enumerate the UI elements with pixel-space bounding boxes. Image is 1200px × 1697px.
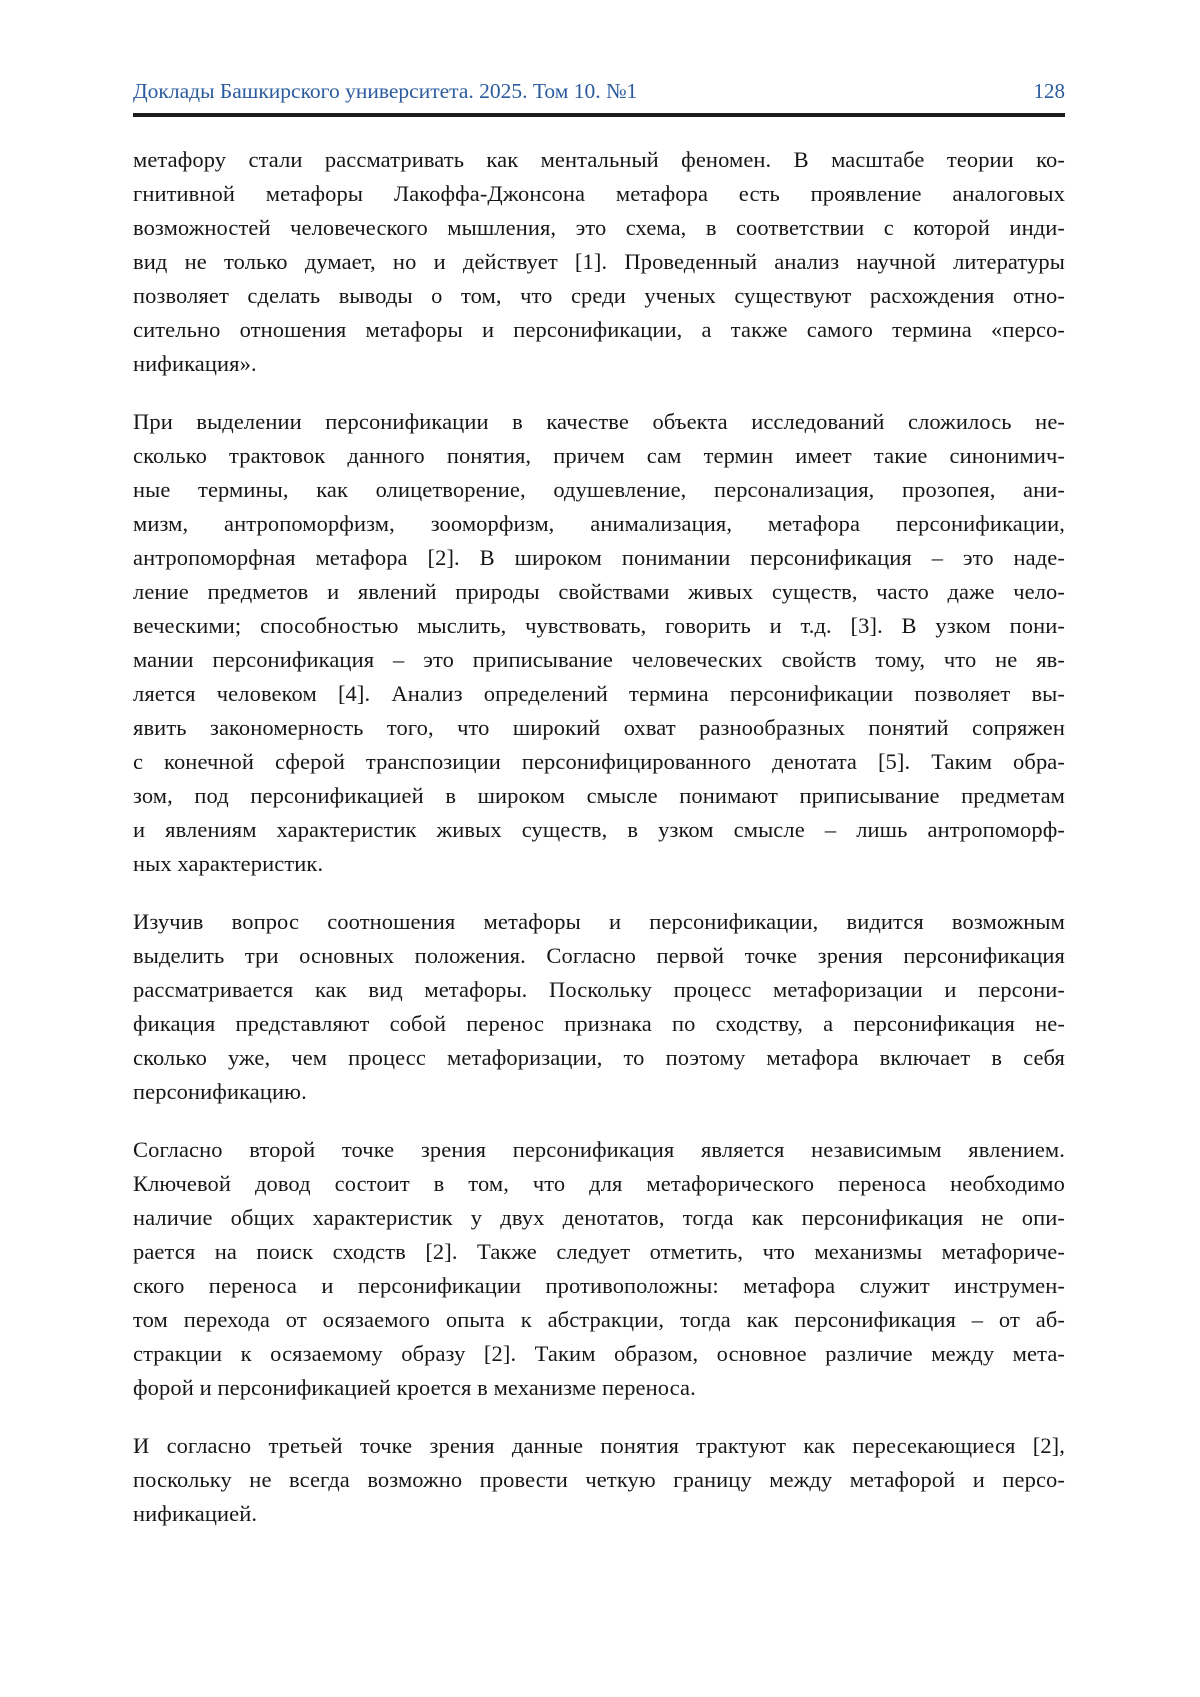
text-line: ные термины, как олицетворение, одушевление, персонализация, прозопея, ани- (133, 477, 1065, 502)
page-number: 128 (1033, 79, 1065, 103)
text-line: вид не только думает, но и действует [1]. Проведенный анализ научной литературы (133, 249, 1065, 274)
text-line: нификация». (133, 351, 257, 376)
text-line: зом, под персонификацией в широком смысле понимают приписывание предметам (133, 783, 1065, 808)
text-line: гнитивной метафоры Лакоффа-Джонсона метафора есть проявление аналоговых (133, 181, 1065, 206)
article-body (133, 143, 1065, 1531)
text-line: веческими; способностью мыслить, чувствовать, говорить и т.д. [3]. В узком пони- (133, 613, 1065, 638)
text-line: рассматривается как вид метафоры. Поскольку процесс метафоризации и персони- (133, 977, 1065, 1002)
text-line: ляется человеком [4]. Анализ определений термина персонификации позволяет вы- (133, 681, 1065, 706)
text-line: позволяет сделать выводы о том, что среди ученых существуют расхождения отно- (133, 283, 1065, 308)
text-line: метафору стали рассматривать как ментальный феномен. В масштабе теории ко- (133, 147, 1065, 172)
text-line: ского переноса и персонификации противоположны: метафора служит инструмен- (133, 1273, 1065, 1298)
text-line: явить закономерность того, что широкий охват разнообразных понятий сопряжен (133, 715, 1065, 740)
text-line: мании персонификация – это приписывание человеческих свойств тому, что не яв- (133, 647, 1065, 672)
text-line: Ключевой довод состоит в том, что для метафорического переноса необходимо (133, 1171, 1065, 1196)
text-line: Согласно второй точке зрения персонификация является независимым явлением. (133, 1137, 1065, 1162)
text-line: ление предметов и явлений природы свойствами живых существ, часто даже чело- (133, 579, 1065, 604)
text-line: персонификацию. (133, 1079, 307, 1104)
text-line: и явлениям характеристик живых существ, в узком смысле – лишь антропоморф- (133, 817, 1065, 842)
paragraph (133, 1133, 1065, 1405)
text-line: наличие общих характеристик у двух денотатов, тогда как персонификация не опи- (133, 1205, 1065, 1230)
paragraph (133, 905, 1065, 1109)
text-line: рается на поиск сходств [2]. Также следует отметить, что механизмы метафориче- (133, 1239, 1065, 1264)
text-line: мизм, антропоморфизм, зооморфизм, анимализация, метафора персонификации, (133, 511, 1065, 536)
text-line: сколько уже, чем процесс метафоризации, то поэтому метафора включает в себя (133, 1045, 1065, 1070)
paragraph (133, 405, 1065, 881)
text-line: антропоморфная метафора [2]. В широком понимании персонификация – это наде- (133, 545, 1065, 570)
text-line: сколько трактовок данного понятия, причем сам термин имеет такие синонимич- (133, 443, 1065, 468)
text-line: ных характеристик. (133, 851, 324, 876)
journal-title: Доклады Башкирского университета. 2025. Том 10. №1 (133, 79, 638, 103)
text-line: поскольку не всегда возможно провести четкую границу между метафорой и персо- (133, 1467, 1065, 1492)
text-line: фикация представляют собой перенос признака по сходству, а персонификация не- (133, 1011, 1065, 1036)
text-line: нификацией. (133, 1501, 258, 1526)
text-line: с конечной сферой транспозиции персонифицированного денотата [5]. Таким обра- (133, 749, 1065, 774)
text-line: том перехода от осязаемого опыта к абстракции, тогда как персонификация – от аб- (133, 1307, 1065, 1332)
text-line: выделить три основных положения. Согласно первой точке зрения персонификация (133, 943, 1065, 968)
text-line: И согласно третьей точке зрения данные понятия трактуют как пересекающиеся [2], (133, 1433, 1065, 1458)
text-line: форой и персонификацией кроется в механизме переноса. (133, 1375, 696, 1400)
text-line: При выделении персонификации в качестве объекта исследований сложилось не- (133, 409, 1065, 434)
running-header (133, 78, 1065, 117)
paragraph (133, 1429, 1065, 1531)
text-line: сительно отношения метафоры и персонификации, а также самого термина «персо- (133, 317, 1065, 342)
paragraph (133, 143, 1065, 381)
text-line: возможностей человеческого мышления, это схема, в соответствии с которой инди- (133, 215, 1065, 240)
page-content (133, 78, 1065, 1555)
text-line: Изучив вопрос соотношения метафоры и персонификации, видится возможным (133, 909, 1065, 934)
text-line: стракции к осязаемому образу [2]. Таким образом, основное различие между мета- (133, 1341, 1065, 1366)
